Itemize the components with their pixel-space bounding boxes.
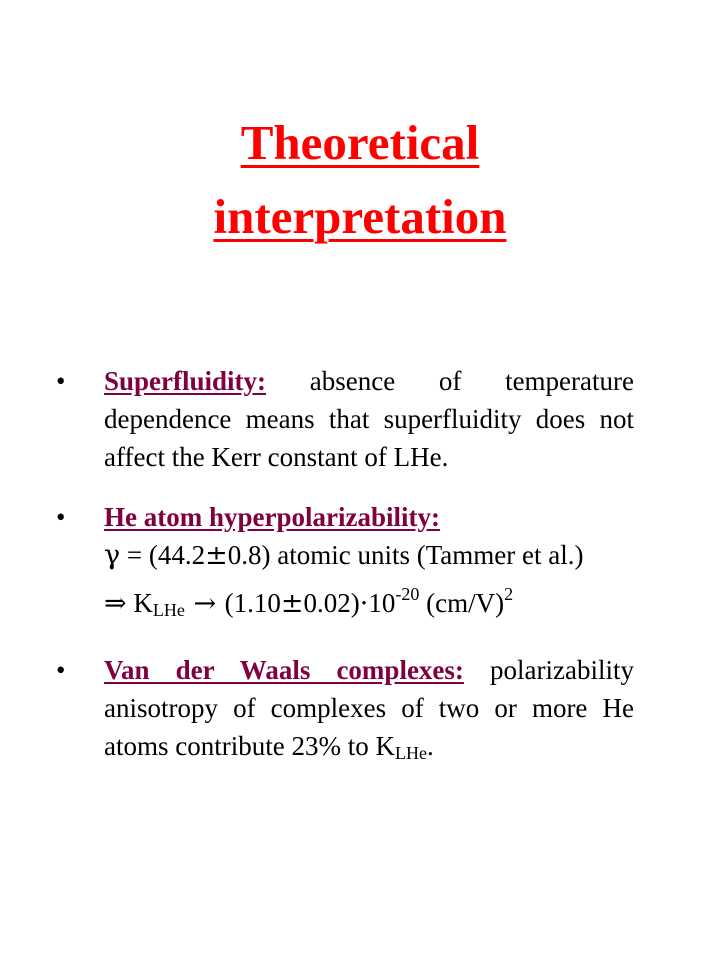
bullet-text: polarizability anisotropy of complexes of two or more He atoms contribute 23% to K xyxy=(104,655,635,761)
bullet-superfluidity xyxy=(0,362,634,476)
bullet-list xyxy=(0,362,720,794)
bullet-heading: Van der Waals complexes: xyxy=(104,655,464,685)
gamma-equation: γ = (44.2±0.8) atomic units (Tammer et al.) xyxy=(104,540,584,571)
slide-title xyxy=(0,106,720,254)
bullet-dot: • xyxy=(56,366,66,396)
bullet-dot: • xyxy=(56,655,66,685)
plus-minus-symbol: ± xyxy=(280,588,304,619)
implies-symbol: ⇒ xyxy=(104,588,127,619)
times-symbol: · xyxy=(359,588,369,619)
bullet-van-der-waals: • Van der Waals complexes: polarizability anisotropy of complexes of two or more He atoms contribute 23% to $K_{LHe}$. xyxy=(0,651,634,772)
bullet-heading: Superfluidity: xyxy=(104,366,267,396)
title-line-1: Theoretical xyxy=(240,115,480,170)
bullet-heading: He atom hyperpolarizability: xyxy=(104,502,440,532)
title-line-2: interpretation xyxy=(213,189,507,244)
bullet-dot: • xyxy=(56,502,66,532)
arrow-symbol: → xyxy=(184,588,225,619)
plus-minus-symbol: ± xyxy=(205,540,228,571)
bullet-hyperpolarizability xyxy=(0,498,634,629)
bullet-text: absence of temperature dependence means that superfluidity does not affect the Kerr constant of LHe. xyxy=(104,366,634,472)
kerr-constant-equation: ⇒ $K_{LHe} \to (1.10\pm 0.02)\cdot 10^{-20}$ $(cm/V)^2$ xyxy=(104,584,514,620)
gamma-symbol: γ xyxy=(104,540,121,571)
